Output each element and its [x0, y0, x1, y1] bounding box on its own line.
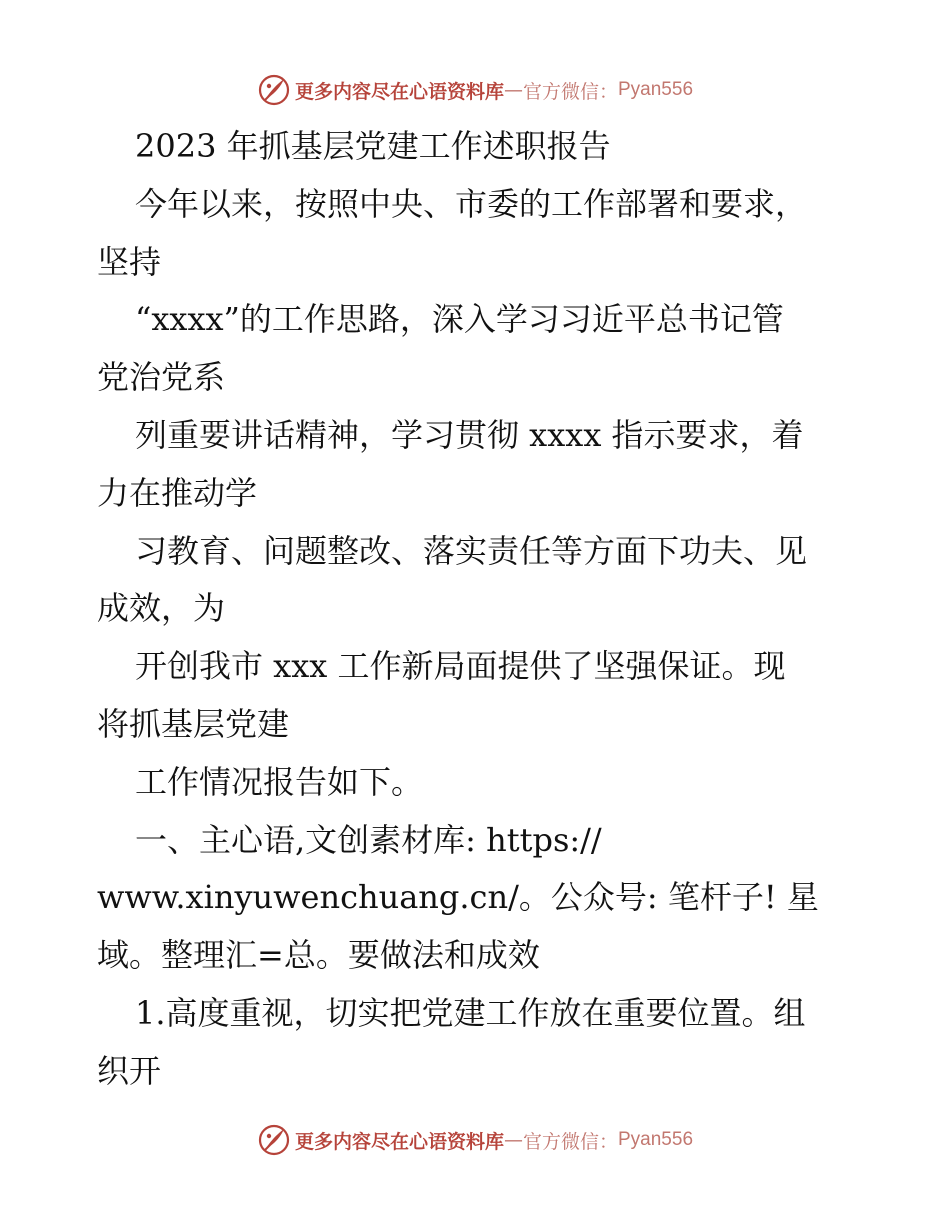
document-line: 1.高度重视，切实把党建工作放在重要位置。组: [135, 993, 806, 1032]
banner-brand-text: 更多内容尽在心语资料库: [294, 80, 504, 103]
document-line: 将抓基层党建: [97, 704, 290, 743]
document-line: 力在推动学: [97, 473, 258, 512]
banner-wechat-id: Pyan556: [618, 79, 694, 100]
document-line: 坚持: [97, 242, 162, 281]
document-line: 列重要讲话精神，学习贯彻 xxxx 指示要求，着: [135, 415, 804, 454]
document-line: “xxxx”的工作思路，深入学习习近平总书记管: [135, 300, 784, 339]
document-line: 开创我市 xxx 工作新局面提供了坚强保证。现: [135, 647, 786, 686]
document-line: 一、主心语,文创素材库: https://: [135, 820, 602, 859]
document-body: [97, 118, 857, 1101]
document-line: 习教育、问题整改、落实责任等方面下功夫、见: [135, 531, 808, 570]
document-line: 2023 年抓基层党建工作述职报告: [135, 127, 611, 165]
quill-logo-icon: [257, 73, 291, 107]
header-banner: [0, 70, 950, 110]
document-line: 成效，为: [97, 589, 226, 628]
banner-wechat-label: 官方微信：: [522, 1130, 618, 1153]
banner-wechat-label: 官方微信：: [522, 80, 618, 103]
footer-banner: [0, 1120, 950, 1160]
quill-logo-icon: [257, 1123, 291, 1157]
banner-brand-text: 更多内容尽在心语资料库: [294, 1130, 504, 1153]
banner-wechat-id: Pyan556: [618, 1129, 694, 1150]
banner-separator: —: [503, 1129, 523, 1151]
document-line: 织开: [97, 1051, 162, 1090]
document-line: 今年以来，按照中央、市委的工作部署和要求，: [135, 184, 808, 223]
document-line: 域。整理汇=总。要做法和成效: [97, 936, 540, 975]
document-line: 工作情况报告如下。: [135, 762, 424, 801]
banner-separator: —: [503, 79, 523, 101]
document-line: www.xinyuwenchuang.cn/。公众号: 笔杆子! 星: [97, 878, 819, 917]
document-line: 党治党系: [97, 358, 226, 397]
